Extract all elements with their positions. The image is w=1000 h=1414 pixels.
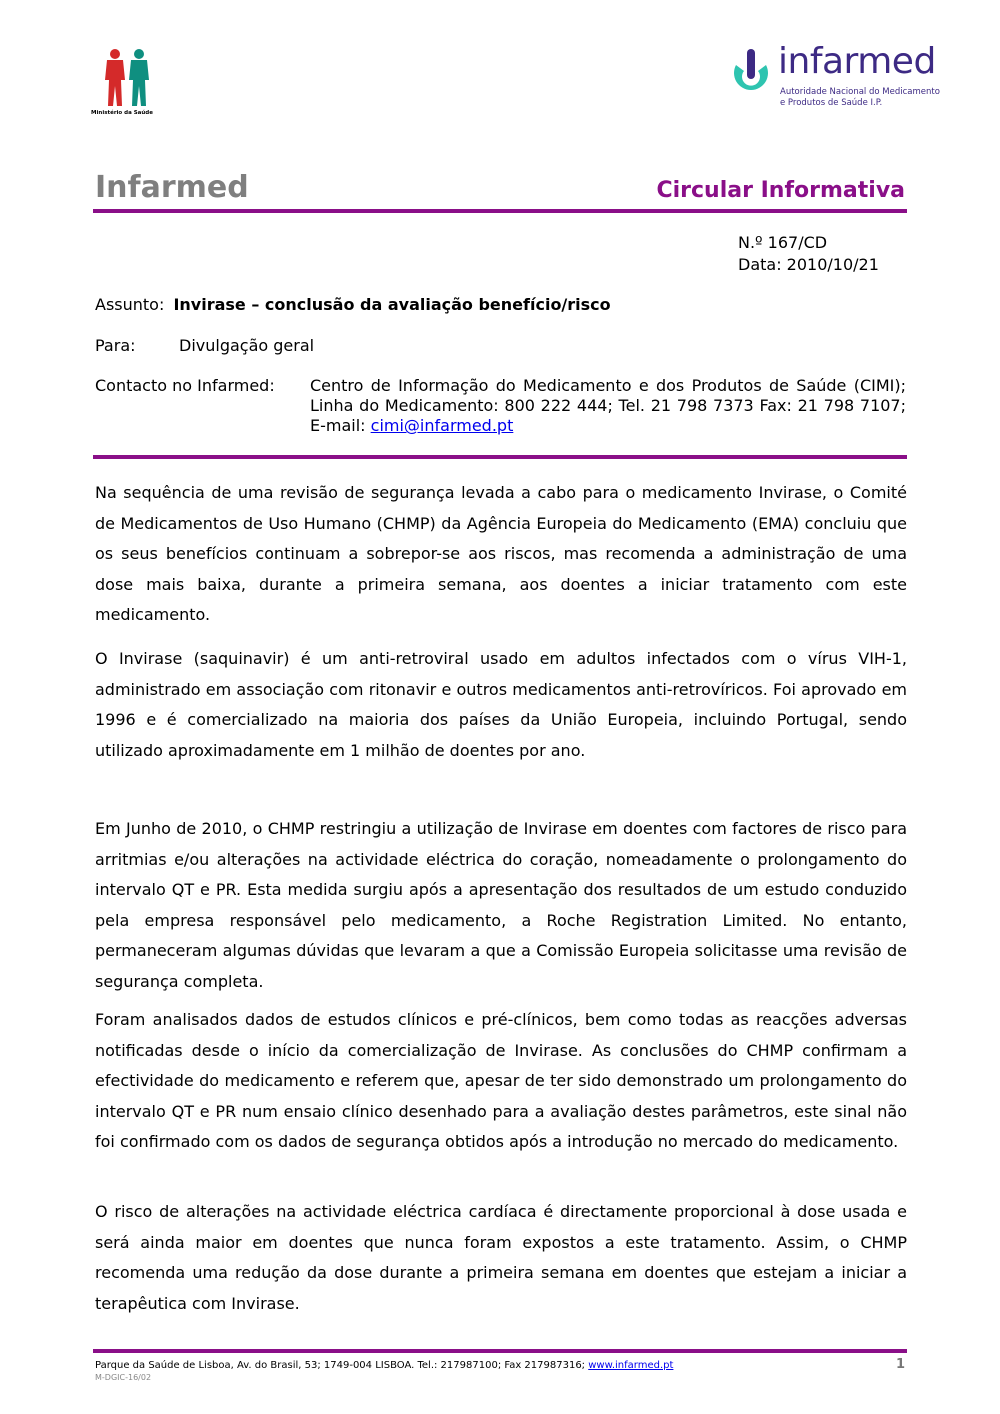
footer-website-link[interactable]: www.infarmed.pt — [588, 1360, 674, 1371]
contact-label: Contacto no Infarmed: — [95, 376, 275, 395]
infarmed-power-icon — [726, 47, 776, 97]
body-paragraph: Na sequência de uma revisão de segurança levada a cabo para o medicamento Invirase, o Comité de Medicamentos de Uso Humano (CHMP) da Agência Europeia do Medicamento (EMA) concluiu que os seus benefícios continuam a sobrepor-se aos riscos, mas recomenda a administração de uma dose mais baixa, durante a primeira semana, aos doentes a iniciar tratamento com este medicamento. — [95, 483, 907, 624]
page-number: 1 — [895, 1357, 905, 1372]
infarmed-logo-word: infarmed — [778, 41, 936, 82]
body-paragraph: O risco de alterações na actividade eléctrica cardíaca é directamente proporcional à dose usada e será ainda maior em doentes que nunca foram expostos a este tratamento. Assim, o CHMP recomenda uma redução da dose durante a primeira semana em doentes que estejam a iniciar a terapêutica com Invirase. — [95, 1202, 907, 1313]
logo-subtitle-line-1: Autoridade Nacional do Medicamento — [780, 87, 940, 97]
doc-brand-title: Infarmed — [95, 170, 249, 205]
doc-meta — [738, 232, 879, 276]
form-code: M-DGIC-16/02 — [95, 1373, 152, 1382]
contact-value — [310, 376, 906, 436]
logo-subtitle-line-2: e Produtos de Saúde I.P. — [780, 98, 883, 108]
footer-address-text: Parque da Saúde de Lisboa, Av. do Brasil, 53; 1749-004 LISBOA. Tel.: 217987100; Fax 217987316; — [95, 1360, 589, 1371]
body-paragraph: Foram analisados dados de estudos clínicos e pré-clínicos, bem como todas as reacções adversas notificadas desde o início da comercialização de Invirase. As conclusões do CHMP confirmam a efectividade do medicamento e referem que, apesar de ter sido demonstrado um prolongamento do intervalo QT e PR num ensaio clínico desenhado para a avaliação destes parâmetros, este sinal não foi confirmado com os dados de segurança obtidos após a introdução no mercado do medicamento. — [95, 1010, 907, 1151]
contact-email-link[interactable]: cimi@infarmed.pt — [370, 416, 514, 435]
ministry-figures-icon — [95, 46, 165, 110]
fields-divider — [93, 455, 907, 459]
recipient-row — [95, 336, 314, 355]
contact-text: Centro de Informação do Medicamento e dos Produtos de Saúde (CIMI); Linha do Medicamento: 800 222 444; Tel. 21 798 7373 Fax: 21 798 7107; E-mail: — [310, 376, 906, 435]
ministry-of-health-logo — [95, 46, 165, 118]
subject-row — [95, 295, 611, 314]
body-paragraph: Em Junho de 2010, o CHMP restringiu a utilização de Invirase em doentes com factores de risco para arritmias e/ou alterações na actividade eléctrica do coração, nomeadamente o prolongamento do intervalo QT e PR. Esta medida surgiu após a apresentação dos resultados de um estudo conduzido pela empresa responsável pelo medicamento, a Roche Registration Limited. No entanto, permaneceram algumas dúvidas que levaram a que a Comissão Europeia solicitasse uma revisão de segurança completa. — [95, 819, 907, 991]
footer-address — [95, 1360, 673, 1371]
subject-label: Assunto: — [95, 295, 165, 314]
recipient-label: Para: — [95, 336, 136, 355]
body-paragraph: O Invirase (saquinavir) é um anti-retroviral usado em adultos infectados com o vírus VIH-1, administrado em associação com ritonavir e outros medicamentos anti-retrovíricos. Foi aprovado em 1996 e é comercializado na maioria dos países da União Europeia, incluindo Portugal, sendo utilizado aproximadamente em 1 milhão de doentes por ano. — [95, 649, 907, 760]
doc-type-title: Circular Informativa — [656, 178, 905, 203]
doc-date: Data: 2010/10/21 — [738, 255, 879, 274]
infarmed-logo-subtitle — [780, 87, 940, 109]
header-divider — [93, 209, 907, 213]
ministry-caption: Ministério da Saúde — [91, 110, 153, 116]
footer-divider — [93, 1349, 907, 1353]
infarmed-logo — [726, 41, 940, 115]
recipient-value: Divulgação geral — [179, 336, 315, 355]
doc-number: N.º 167/CD — [738, 233, 828, 252]
subject-value: Invirase – conclusão da avaliação benefício/risco — [173, 295, 611, 314]
